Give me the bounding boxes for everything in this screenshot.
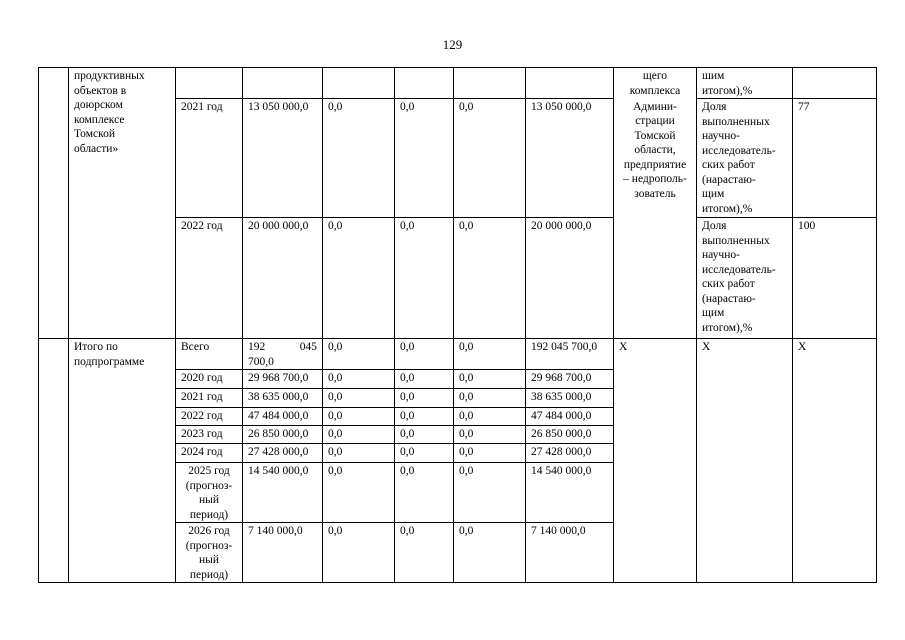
extrabudget-cell: 29 968 700,0 <box>526 370 614 389</box>
subprogram-total-label: Итого по подпрограмме <box>69 339 176 583</box>
year-cell: 2022 год <box>176 218 243 339</box>
year-cell: 2026 год (прогноз- ный период) <box>176 523 243 583</box>
executor-cell: X <box>614 339 697 583</box>
local-cell: 0,0 <box>454 523 526 583</box>
regional-cell: 0,0 <box>395 370 454 389</box>
local-cell: 0,0 <box>454 426 526 444</box>
indicator-cell: Доля выполненных научно- исследователь- ских работ (нарастаю- щим итогом),% <box>697 218 793 339</box>
total-cell: 47 484 000,0 <box>243 408 323 426</box>
object-name-cell: продуктивных объектов в доюрском комплексе Томской области» <box>69 68 176 339</box>
year-cell: 2023 год <box>176 426 243 444</box>
local-cell: 0,0 <box>454 389 526 408</box>
page-number: 129 <box>442 37 463 52</box>
year-cell: 2021 год <box>176 389 243 408</box>
year-cell: Всего <box>176 339 243 370</box>
indicator-cell: шим итогом),% <box>697 68 793 99</box>
federal-cell: 0,0 <box>323 408 395 426</box>
total-part: 192 <box>248 341 266 353</box>
extrabudget-cell: 20 000 000,0 <box>526 218 614 339</box>
total-cell: 27 428 000,0 <box>243 444 323 463</box>
year-cell: 2022 год <box>176 408 243 426</box>
indicator-cell: X <box>697 339 793 583</box>
regional-cell: 0,0 <box>395 218 454 339</box>
federal-cell: 0,0 <box>323 99 395 218</box>
total-part: 045 <box>299 341 317 353</box>
federal-cell: 0,0 <box>323 389 395 408</box>
local-cell: 0,0 <box>454 218 526 339</box>
regional-cell: 0,0 <box>395 99 454 218</box>
indicator-cell: Доля выполненных научно- исследователь- ских работ (нарастаю- щим итогом),% <box>697 99 793 218</box>
year-cell: 2024 год <box>176 444 243 463</box>
subprogram-finance-table <box>38 67 877 583</box>
regional-cell: 0,0 <box>395 444 454 463</box>
table-row <box>39 339 877 370</box>
federal-cell: 0,0 <box>323 463 395 523</box>
regional-cell: 0,0 <box>395 463 454 523</box>
total-cell: 20 000 000,0 <box>243 218 323 339</box>
indicator-value-cell: 77 <box>793 99 877 218</box>
extrabudget-cell: 192 045 700,0 <box>526 339 614 370</box>
total-cell: 26 850 000,0 <box>243 426 323 444</box>
federal-cell: 0,0 <box>323 218 395 339</box>
executor-cell-top: щего комплекса <box>614 68 697 99</box>
extrabudget-cell: 13 050 000,0 <box>526 99 614 218</box>
year-cell: 2020 год <box>176 370 243 389</box>
federal-cell: 0,0 <box>323 339 395 370</box>
executor-cell: Админи- страции Томской области, предприятие – недрополь- зователь <box>614 99 697 339</box>
extrabudget-cell: 38 635 000,0 <box>526 389 614 408</box>
regional-cell: 0,0 <box>395 389 454 408</box>
indicator-value-cell: X <box>793 339 877 583</box>
extrabudget-cell: 7 140 000,0 <box>526 523 614 583</box>
year-cell: 2025 год (прогноз- ный период) <box>176 463 243 523</box>
regional-cell: 0,0 <box>395 339 454 370</box>
total-cell <box>243 339 323 370</box>
local-cell: 0,0 <box>454 463 526 523</box>
local-cell: 0,0 <box>454 339 526 370</box>
total-cell: 14 540 000,0 <box>243 463 323 523</box>
regional-cell: 0,0 <box>395 408 454 426</box>
extrabudget-cell: 27 428 000,0 <box>526 444 614 463</box>
total-cell: 38 635 000,0 <box>243 389 323 408</box>
local-cell: 0,0 <box>454 99 526 218</box>
extrabudget-cell: 47 484 000,0 <box>526 408 614 426</box>
total-cell: 13 050 000,0 <box>243 99 323 218</box>
total-part: 700,0 <box>248 355 274 368</box>
regional-cell: 0,0 <box>395 426 454 444</box>
federal-cell: 0,0 <box>323 523 395 583</box>
total-cell: 7 140 000,0 <box>243 523 323 583</box>
extrabudget-cell: 14 540 000,0 <box>526 463 614 523</box>
table-row <box>39 68 877 99</box>
row-number-cell <box>39 339 69 583</box>
total-cell: 29 968 700,0 <box>243 370 323 389</box>
local-cell: 0,0 <box>454 408 526 426</box>
year-cell: 2021 год <box>176 99 243 218</box>
federal-cell: 0,0 <box>323 426 395 444</box>
local-cell: 0,0 <box>454 444 526 463</box>
federal-cell: 0,0 <box>323 370 395 389</box>
extrabudget-cell: 26 850 000,0 <box>526 426 614 444</box>
indicator-value-cell: 100 <box>793 218 877 339</box>
federal-cell: 0,0 <box>323 444 395 463</box>
local-cell: 0,0 <box>454 370 526 389</box>
regional-cell: 0,0 <box>395 523 454 583</box>
row-number-cell <box>39 68 69 339</box>
